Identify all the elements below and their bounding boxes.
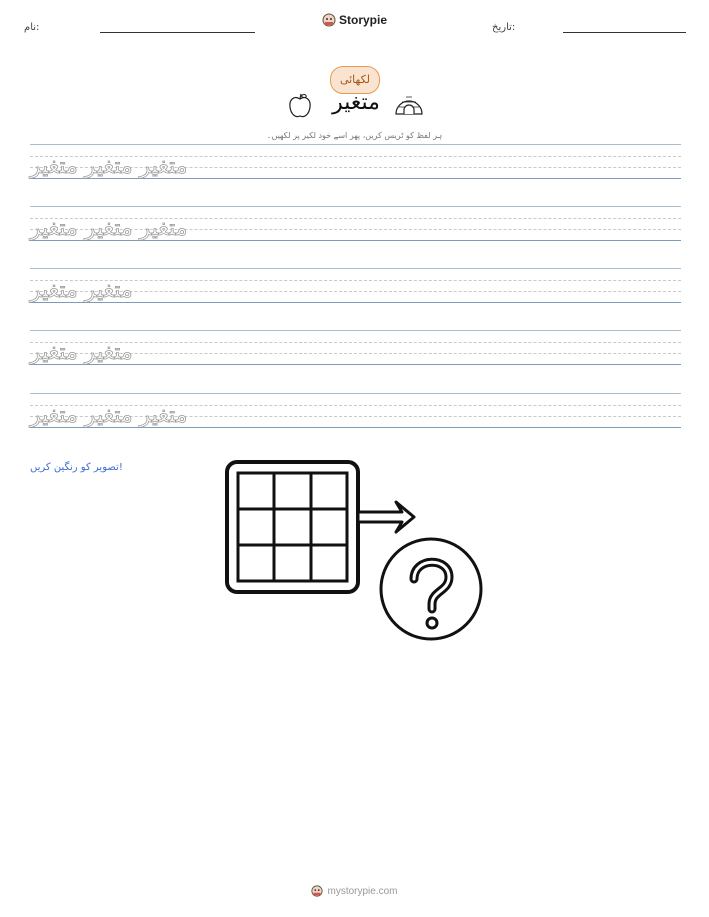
date-label: تاریخ: — [492, 22, 516, 33]
tracing-row — [30, 206, 681, 250]
question-icon — [381, 539, 481, 639]
tracing-row — [30, 144, 681, 188]
brand-name: Storypie — [338, 13, 387, 27]
variable-grid-icon — [224, 459, 486, 642]
category-badge: لکھائی — [330, 66, 380, 94]
name-line — [100, 32, 255, 33]
date-line — [563, 32, 686, 33]
footer-site[interactable]: mystorypie.com — [327, 885, 398, 897]
apple-icon — [287, 92, 313, 120]
brand — [0, 12, 709, 31]
tracing-row — [30, 330, 681, 374]
storypie-logo-icon — [322, 13, 336, 27]
coloring-prompt: تصویر کو رنگین کریں! — [30, 462, 123, 473]
tracing-row — [30, 393, 681, 437]
footer — [0, 882, 709, 901]
trace-text: متغیر متغیر — [30, 340, 133, 365]
storypie-logo-icon — [311, 885, 323, 897]
title-word: متغیر — [332, 90, 380, 115]
trace-text: متغیر متغیر متغیر — [30, 154, 188, 179]
tracing-row — [30, 268, 681, 312]
trace-text: متغیر متغیر متغیر — [30, 216, 188, 241]
igloo-icon — [394, 92, 424, 116]
instruction-text: ہر لفظ کو ٹریس کریں، پھر اسے خود لکیر پر لکھیں۔ — [266, 131, 443, 140]
trace-text: متغیر متغیر متغیر — [30, 403, 188, 428]
name-label: نام: — [24, 22, 40, 33]
trace-text: متغیر متغیر — [30, 278, 133, 303]
